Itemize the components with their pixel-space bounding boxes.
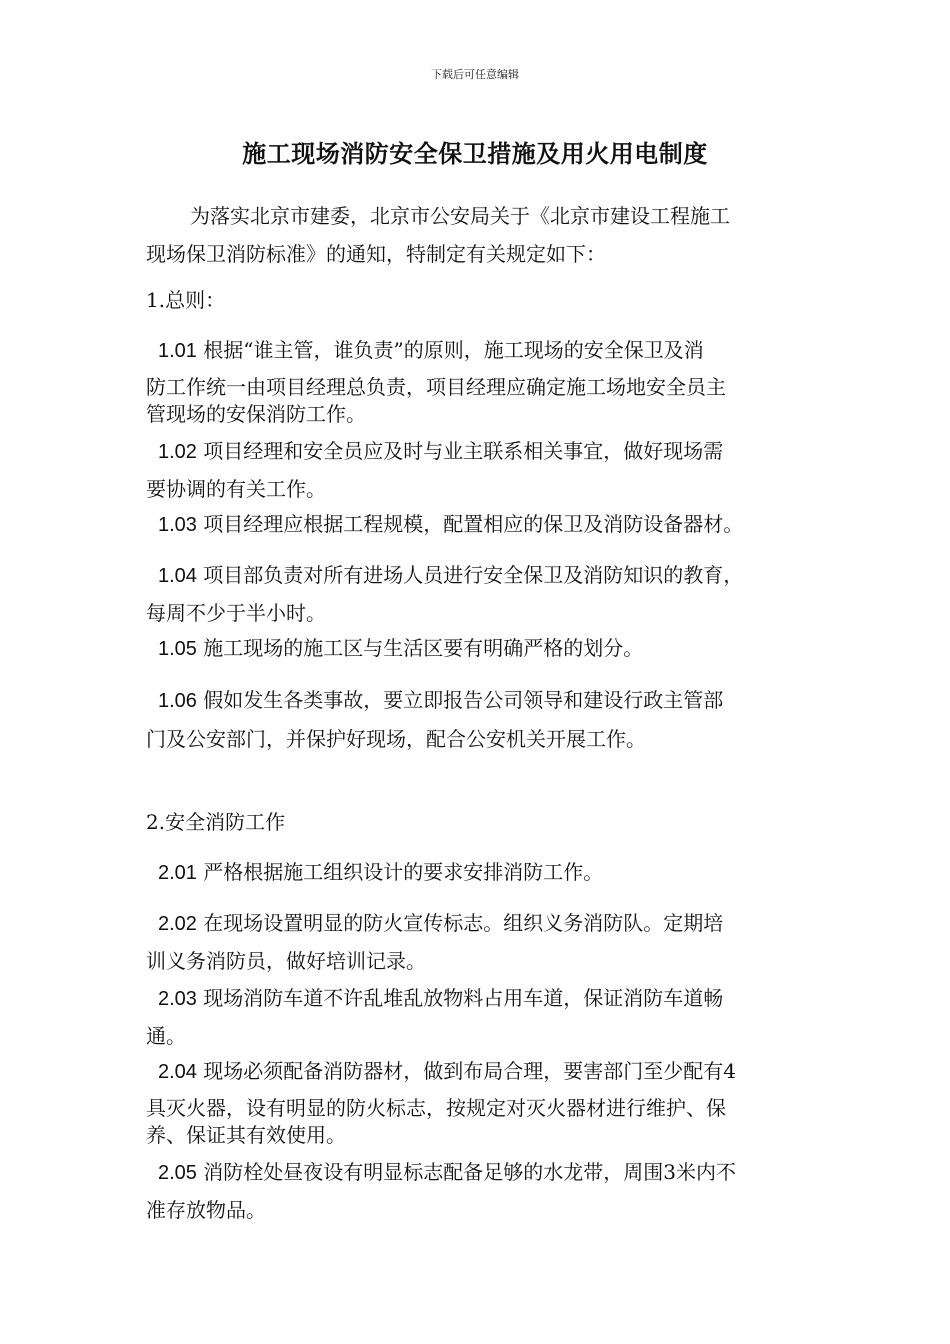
clause-number: 2.05 bbox=[158, 1162, 197, 1184]
clause-text: 门及公安部门，并保护好现场，配合公安机关开展工作。 bbox=[146, 727, 646, 751]
clause-text: 养、保证其有效使用。 bbox=[146, 1123, 346, 1147]
clause-2-04 bbox=[146, 1055, 814, 1146]
clause-2-01 bbox=[146, 856, 814, 889]
clause-text: 训义务消防员，做好培训记录。 bbox=[146, 949, 426, 973]
clause-text: 管现场的安保消防工作。 bbox=[146, 402, 366, 426]
intro-paragraph bbox=[146, 197, 814, 273]
clause-text: 每周不少于半小时。 bbox=[146, 601, 326, 625]
clause-text: 假如发生各类事故，要立即报告公司领导和建设行政主管部 bbox=[203, 688, 724, 712]
clause-text: 严格根据施工组织设计的要求安排消防工作。 bbox=[203, 860, 604, 884]
clause-2-02 bbox=[146, 905, 814, 980]
clause-text: 防工作统一由项目经理总负责，项目经理应确定施工场地安全员主 bbox=[146, 375, 726, 399]
clause-text: 在现场设置明显的防火宣传标志。组织义务消防队。定期培 bbox=[203, 911, 724, 935]
clause-text: 项目经理和安全员应及时与业主联系相关事宜，做好现场需 bbox=[203, 439, 724, 463]
clause-text: 准存放物品。 bbox=[146, 1198, 266, 1222]
clause-text: 通。 bbox=[146, 1024, 186, 1048]
clause-1-04 bbox=[146, 557, 814, 632]
clause-number: 2.04 bbox=[158, 1061, 197, 1083]
clause-text: 现场消防车道不许乱堆乱放物料占用车道，保证消防车道畅 bbox=[203, 986, 724, 1010]
clause-1-03 bbox=[146, 508, 814, 541]
intro-line-1: 为落实北京市建委，北京市公安局关于《北京市建设工程施工 bbox=[190, 204, 730, 228]
section-2-heading: 2.安全消防工作 bbox=[146, 810, 286, 834]
clause-number: 1.02 bbox=[158, 441, 197, 463]
clause-1-01 bbox=[146, 334, 814, 425]
clause-1-05 bbox=[146, 632, 814, 665]
clause-2-05 bbox=[146, 1154, 814, 1229]
clause-text: 消防栓处昼夜设有明显标志配备足够的水龙带，周围3米内不 bbox=[203, 1160, 737, 1184]
document-title: 施工现场消防安全保卫措施及用火用电制度 bbox=[242, 139, 708, 168]
intro-line-2: 现场保卫消防标准》的通知，特制定有关规定如下： bbox=[146, 242, 606, 266]
clause-number: 1.06 bbox=[158, 690, 197, 712]
clause-number: 1.01 bbox=[158, 340, 197, 362]
header-note: 下载后可任意编辑 bbox=[431, 68, 519, 81]
clause-text: 项目经理应根据工程规模，配置相应的保卫及消防设备器材。 bbox=[203, 512, 744, 536]
clause-text: 现场必须配备消防器材，做到布局合理，要害部门至少配有4 bbox=[203, 1059, 737, 1083]
clause-number: 1.05 bbox=[158, 638, 197, 660]
clause-number: 2.02 bbox=[158, 913, 197, 935]
clause-text: 施工现场的施工区与生活区要有明确严格的划分。 bbox=[203, 636, 644, 660]
clause-number: 1.04 bbox=[158, 565, 197, 587]
clause-number: 2.01 bbox=[158, 862, 197, 884]
section-1-heading: 1.总则： bbox=[146, 288, 226, 312]
clause-text: 要协调的有关工作。 bbox=[146, 477, 326, 501]
clause-number: 2.03 bbox=[158, 988, 197, 1010]
clause-text: 项目部负责对所有进场人员进行安全保卫及消防知识的教育， bbox=[203, 563, 744, 587]
clause-number: 1.03 bbox=[158, 514, 197, 536]
clause-2-03 bbox=[146, 980, 814, 1055]
clause-text: 具灭火器，设有明显的防火标志，按规定对灭火器材进行维护、保 bbox=[146, 1096, 726, 1120]
clause-1-06 bbox=[146, 681, 814, 758]
clause-text: 根据“谁主管，谁负责”的原则，施工现场的安全保卫及消 bbox=[203, 338, 704, 362]
clause-1-02 bbox=[146, 433, 814, 508]
